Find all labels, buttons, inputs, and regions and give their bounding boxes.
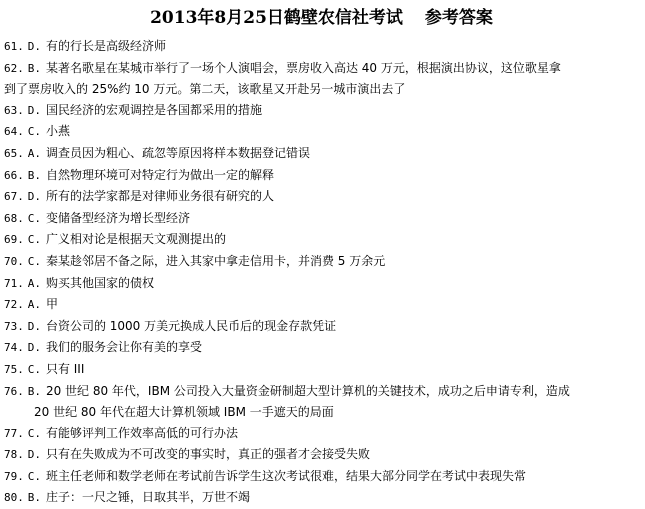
answer-item bbox=[4, 229, 639, 251]
answer-letter: B. bbox=[27, 491, 41, 505]
answer-item bbox=[4, 100, 639, 122]
answer-letter: C. bbox=[27, 211, 41, 225]
answer-text-continued: 到了票房收入的 25%约 10 万元。第二天，该歌星又开赴另一城市演出去了 bbox=[4, 82, 406, 97]
answer-letter: D. bbox=[27, 40, 41, 53]
answer-letter: B. bbox=[27, 384, 41, 398]
answer-text: 20 世纪 80 年代，IBM 公司投入大量资金研制超大型计算机的关键技术，成功之后申请专利，造成 bbox=[45, 383, 570, 398]
answer-letter: B. bbox=[27, 168, 41, 182]
answer-item bbox=[4, 58, 639, 100]
answer-letter: B. bbox=[27, 61, 41, 75]
answer-letter: A. bbox=[27, 276, 41, 290]
answer-number: 76. bbox=[4, 384, 24, 398]
answer-number: 73. bbox=[4, 319, 24, 333]
answer-number: 68. bbox=[4, 211, 24, 225]
answer-text: 变储备型经济为增长型经济 bbox=[45, 210, 190, 225]
answer-number: 79. bbox=[4, 469, 24, 483]
answer-number: 66. bbox=[4, 168, 24, 182]
answer-number: 61. bbox=[4, 40, 24, 53]
answer-text: 台资公司的 1000 万美元换成人民币后的现金存款凭证 bbox=[45, 318, 337, 333]
answer-text: 所有的法学家都是对律师业务很有研究的人 bbox=[45, 189, 274, 204]
answer-item bbox=[4, 381, 639, 423]
answer-item bbox=[4, 487, 639, 509]
answer-number: 65. bbox=[4, 146, 24, 160]
answer-text: 我们的服务会让你有美的享受 bbox=[45, 340, 202, 355]
answer-number: 64. bbox=[4, 125, 24, 139]
answer-item bbox=[4, 121, 639, 143]
answer-item bbox=[4, 337, 639, 359]
answer-text: 庄子：一尺之锤，日取其半，万世不竭 bbox=[45, 490, 250, 505]
answer-letter: A. bbox=[27, 146, 41, 160]
answer-text-continued: 20 世纪 80 年代在超大计算机领域 IBM 一手遮天的局面 bbox=[34, 405, 334, 420]
answer-number: 70. bbox=[4, 254, 24, 268]
answer-item bbox=[4, 423, 639, 445]
page-title bbox=[4, 6, 639, 30]
answer-item bbox=[4, 36, 639, 58]
answer-letter: C. bbox=[27, 469, 41, 483]
answer-number: 74. bbox=[4, 341, 24, 355]
answer-text: 有能够评判工作效率高低的可行办法 bbox=[45, 425, 238, 440]
answer-text: 只有 III bbox=[45, 361, 85, 376]
answer-item bbox=[4, 466, 639, 488]
answer-text: 某著名歌星在某城市举行了一场个人演唱会，票房收入高达 40 万元，根据演出协议，这位歌星拿 bbox=[45, 60, 561, 75]
answer-text: 购买其他国家的债权 bbox=[45, 275, 154, 290]
answer-text: 广义相对论是根据天文观测提出的 bbox=[45, 232, 226, 247]
answer-letter: A. bbox=[27, 298, 41, 312]
answer-item bbox=[4, 444, 639, 466]
answer-number: 77. bbox=[4, 426, 24, 440]
answer-number: 67. bbox=[4, 190, 24, 204]
answer-item bbox=[4, 165, 639, 187]
answer-item bbox=[4, 251, 639, 273]
answer-text: 班主任老师和数学老师在考试前告诉学生这次考试很难，结果大部分同学在考试中表现失常 bbox=[45, 468, 526, 483]
answer-item bbox=[4, 186, 639, 208]
answer-item bbox=[4, 273, 639, 295]
answer-text: 自然物理环境可对特定行为做出一定的解释 bbox=[45, 167, 274, 182]
answer-number: 62. bbox=[4, 61, 24, 75]
answer-text: 甲 bbox=[45, 297, 58, 312]
answer-letter: C. bbox=[27, 362, 41, 376]
answer-item bbox=[4, 208, 639, 230]
title-sub: 参考答案 bbox=[424, 8, 493, 28]
answer-text: 秦某趁邻居不备之际，进入其家中拿走信用卡，并消费 5 万余元 bbox=[45, 253, 386, 268]
answer-letter: C. bbox=[27, 426, 41, 440]
answer-letter: D. bbox=[27, 341, 41, 355]
answer-letter: D. bbox=[27, 190, 41, 204]
answer-text: 有的行长是高级经济师 bbox=[45, 39, 166, 53]
answer-text: 国民经济的宏观调控是各国都采用的措施 bbox=[45, 102, 262, 117]
answer-number: 80. bbox=[4, 491, 24, 505]
answer-item bbox=[4, 359, 639, 381]
answer-number: 71. bbox=[4, 276, 24, 290]
answer-number: 69. bbox=[4, 233, 24, 247]
answer-list bbox=[4, 36, 639, 509]
answer-item bbox=[4, 294, 639, 316]
title-main: 2013年8月25日鹤壁农信社考试 bbox=[150, 8, 403, 28]
answer-letter: D. bbox=[27, 319, 41, 333]
answer-letter: C. bbox=[27, 254, 41, 268]
answer-letter: D. bbox=[27, 448, 41, 462]
answer-text: 调查员因为粗心、疏忽等原因将样本数据登记错误 bbox=[45, 145, 310, 160]
answer-letter: C. bbox=[27, 125, 41, 139]
answer-text: 只有在失败成为不可改变的事实时，真正的强者才会接受失败 bbox=[45, 447, 370, 462]
answer-number: 75. bbox=[4, 362, 24, 376]
answer-number: 78. bbox=[4, 448, 24, 462]
answer-letter: D. bbox=[27, 103, 41, 117]
answer-item bbox=[4, 316, 639, 338]
answer-number: 72. bbox=[4, 298, 24, 312]
answer-letter: C. bbox=[27, 233, 41, 247]
answer-item bbox=[4, 143, 639, 165]
answer-text: 小燕 bbox=[45, 124, 70, 139]
answer-number: 63. bbox=[4, 103, 24, 117]
